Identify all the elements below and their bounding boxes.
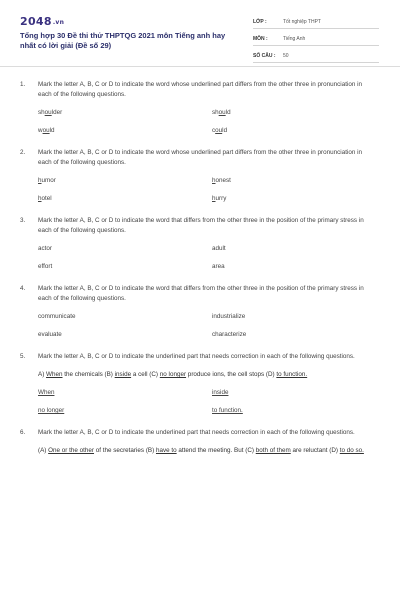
answer-option[interactable] bbox=[212, 331, 372, 339]
answer-option[interactable] bbox=[212, 313, 372, 321]
question-number: 4. bbox=[20, 285, 26, 292]
sentence-segment: are reluctant (D) bbox=[290, 447, 340, 454]
question-item bbox=[20, 352, 375, 415]
question-list bbox=[20, 80, 375, 469]
option-text: adult bbox=[212, 245, 226, 252]
question-header bbox=[20, 216, 375, 236]
question-sentence bbox=[38, 370, 375, 380]
question-header bbox=[20, 80, 375, 100]
question-number: 6. bbox=[20, 429, 26, 436]
underlined-segment: have to bbox=[155, 447, 177, 454]
answer-option[interactable] bbox=[38, 177, 212, 185]
answer-option[interactable] bbox=[212, 195, 372, 203]
underlined-segment: to do so. bbox=[339, 447, 364, 454]
answer-option[interactable] bbox=[38, 313, 212, 321]
answer-options bbox=[38, 389, 375, 415]
answer-options bbox=[38, 109, 375, 135]
sentence-segment: produce ions, the cell stops (D) bbox=[186, 371, 277, 378]
question-header bbox=[20, 148, 375, 168]
option-underlined: ou bbox=[44, 109, 52, 116]
answer-option[interactable] bbox=[212, 109, 372, 117]
question-prompt: Mark the letter A, B, C or D to indicate the underlined part that needs correction in each of the following questions. bbox=[38, 353, 355, 360]
meta-question-count: SỐ CÂU : 50 bbox=[253, 49, 379, 63]
answer-option[interactable] bbox=[212, 127, 372, 135]
option-text: lder bbox=[51, 109, 63, 116]
answer-option[interactable] bbox=[38, 127, 212, 135]
sentence-segment: (A) bbox=[38, 447, 49, 454]
option-underlined: h bbox=[212, 177, 216, 184]
question-item bbox=[20, 216, 375, 271]
answer-option[interactable] bbox=[38, 331, 212, 339]
option-underlined: no longer bbox=[38, 407, 65, 414]
answer-options bbox=[38, 177, 375, 203]
answer-option[interactable] bbox=[212, 389, 372, 397]
sentence-segment: a cell (C) bbox=[131, 371, 160, 378]
question-prompt: Mark the letter A, B, C or D to indicate the word whose underlined part differs from the other three in pronunciation in each of the following questions. bbox=[38, 81, 362, 98]
underlined-segment: inside bbox=[114, 371, 132, 378]
option-text: sh bbox=[38, 109, 45, 116]
option-underlined: to function. bbox=[212, 407, 243, 414]
question-header bbox=[20, 352, 375, 362]
option-text: communicate bbox=[38, 313, 76, 320]
sentence-segment: of the secretaries (B) bbox=[94, 447, 156, 454]
option-text: onest bbox=[215, 177, 231, 184]
option-underlined: ou bbox=[218, 109, 226, 116]
answer-options bbox=[38, 245, 375, 271]
question-prompt: Mark the letter A, B, C or D to indicate the word whose underlined part differs from the other three in pronunciation in each of the following questions. bbox=[38, 149, 362, 166]
option-underlined: ou bbox=[215, 127, 223, 134]
sentence-segment: the chemicals (B) bbox=[62, 371, 115, 378]
question-sentence bbox=[38, 446, 375, 456]
answer-option[interactable] bbox=[212, 177, 372, 185]
question-header bbox=[20, 428, 375, 438]
question-item bbox=[20, 148, 375, 203]
question-number: 2. bbox=[20, 149, 26, 156]
question-number: 5. bbox=[20, 353, 26, 360]
question-item bbox=[20, 284, 375, 339]
option-text: effort bbox=[38, 263, 53, 270]
document-title: Tổng hợp 30 Đề thi thử THPTQG 2021 môn Tiếng anh hay nhất có lời giải (Đề số 29) bbox=[20, 31, 226, 50]
underlined-segment: to function. bbox=[276, 371, 308, 378]
underlined-segment: no longer bbox=[159, 371, 187, 378]
question-number: 3. bbox=[20, 217, 26, 224]
option-underlined: h bbox=[38, 195, 42, 202]
option-underlined: inside bbox=[212, 389, 229, 396]
meta-subject: MÔN : Tiếng Anh bbox=[253, 32, 379, 46]
answer-options bbox=[38, 313, 375, 339]
answer-option[interactable] bbox=[38, 245, 212, 253]
option-text: evaluate bbox=[38, 331, 62, 338]
question-prompt: Mark the letter A, B, C or D to indicate the word that differs from the other three in the position of the primary stress in each of the following questions. bbox=[38, 217, 364, 234]
underlined-segment: One or the other bbox=[48, 447, 95, 454]
option-text: c bbox=[212, 127, 216, 134]
header-divider bbox=[0, 66, 400, 67]
option-text: ld bbox=[49, 127, 55, 134]
option-text: umor bbox=[41, 177, 56, 184]
option-underlined: h bbox=[212, 195, 216, 202]
option-text: characterize bbox=[212, 331, 247, 338]
answer-option[interactable] bbox=[38, 195, 212, 203]
meta-class: LỚP : Tốt nghiệp THPT bbox=[253, 15, 379, 29]
answer-option[interactable] bbox=[38, 109, 212, 117]
document-meta bbox=[253, 15, 379, 66]
site-logo[interactable]: 2048.vn bbox=[20, 15, 65, 28]
page-header bbox=[0, 0, 400, 62]
answer-option[interactable] bbox=[212, 245, 372, 253]
option-text: area bbox=[212, 263, 225, 270]
answer-option[interactable] bbox=[38, 263, 212, 271]
question-number: 1. bbox=[20, 81, 26, 88]
option-underlined: h bbox=[38, 177, 42, 184]
option-text: otel bbox=[41, 195, 52, 202]
sentence-segment: attend the meeting. But (C) bbox=[176, 447, 256, 454]
sentence-segment: A) bbox=[38, 371, 47, 378]
option-underlined: ou bbox=[42, 127, 50, 134]
question-item bbox=[20, 428, 375, 456]
option-text: sh bbox=[212, 109, 219, 116]
option-text: urry bbox=[215, 195, 227, 202]
question-header bbox=[20, 284, 375, 304]
option-underlined: When bbox=[38, 389, 55, 396]
option-text: ld bbox=[225, 109, 231, 116]
question-item bbox=[20, 80, 375, 135]
option-text: actor bbox=[38, 245, 52, 252]
underlined-segment: both of them bbox=[255, 447, 291, 454]
underlined-segment: When bbox=[46, 371, 63, 378]
answer-option[interactable] bbox=[38, 389, 212, 397]
answer-option[interactable] bbox=[212, 263, 372, 271]
question-prompt: Mark the letter A, B, C or D to indicate the word that differs from the other three in the position of the primary stress in each of the following questions. bbox=[38, 285, 364, 302]
answer-option[interactable] bbox=[212, 407, 372, 415]
option-text: industrialize bbox=[212, 313, 246, 320]
answer-option[interactable] bbox=[38, 407, 212, 415]
question-prompt: Mark the letter A, B, C or D to indicate the underlined part that needs correction in each of the following questions. bbox=[38, 429, 355, 436]
option-text: ld bbox=[222, 127, 228, 134]
option-text: w bbox=[38, 127, 43, 134]
